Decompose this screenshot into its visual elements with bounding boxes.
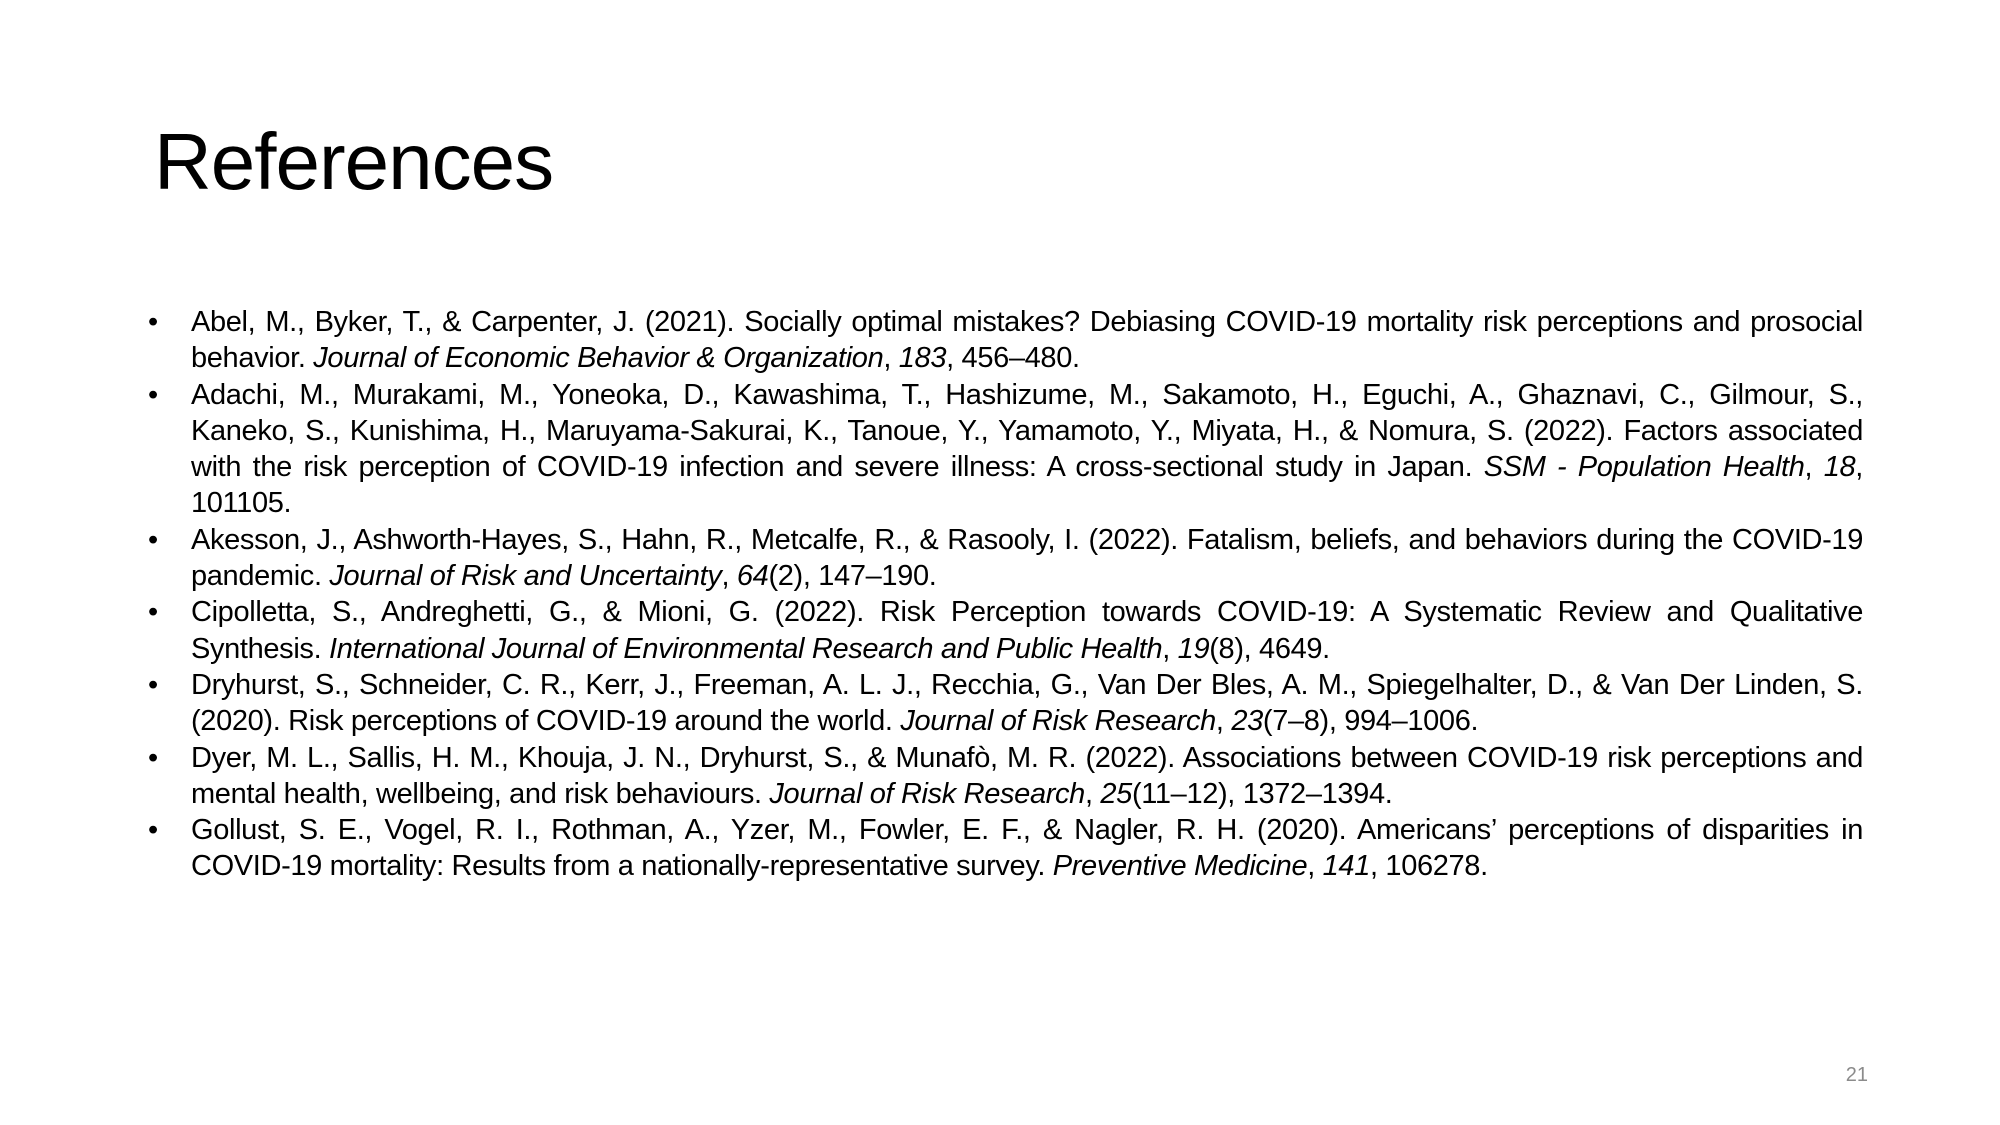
reference-authors-title: Dryhurst, S., Schneider, C. R., Kerr, J., Freeman, A. L. J., Recchia, G., Van Der Bles, A. M., Spiegelhalter, D., & Van Der Linden, S. (2020). Risk perceptions of COVID-19 around the world. xyxy=(191,668,1863,738)
reference-journal: Journal of Risk and Uncertainty xyxy=(329,560,722,593)
reference-issue-pages: (7–8), 994–1006. xyxy=(1262,705,1479,738)
slide-title: References xyxy=(154,117,554,206)
reference-text xyxy=(191,379,1863,520)
reference-item xyxy=(148,812,1863,885)
reference-item xyxy=(148,740,1863,813)
bullet-icon: • xyxy=(148,523,158,556)
bullet-icon: • xyxy=(148,378,158,411)
reference-authors-title: Dyer, M. L., Sallis, H. M., Khouja, J. N., Dryhurst, S., & Munafò, M. R. (2022). Associations between COVID-19 risk perceptions and mental health, wellbeing, and risk behaviours. xyxy=(191,741,1863,810)
reference-separator: , xyxy=(1162,632,1178,665)
reference-volume: 19 xyxy=(1177,632,1210,665)
reference-authors-title: Gollust, S. E., Vogel, R. I., Rothman, A., Yzer, M., Fowler, E. F., & Nagler, R. H. (2020). Americans’ perceptions of disparities in COVID-19 mortality: Results from a nationally-representative survey. xyxy=(191,814,1863,883)
reference-volume: 25 xyxy=(1100,777,1132,810)
reference-journal: SSM - Population Health xyxy=(1483,451,1805,484)
reference-volume: 23 xyxy=(1231,705,1263,738)
reference-separator: , xyxy=(883,342,899,375)
page-number: 21 xyxy=(1845,1064,1868,1086)
reference-journal: Journal of Risk Research xyxy=(769,777,1085,810)
reference-separator: , xyxy=(1215,705,1232,738)
reference-issue-pages: , 101105. xyxy=(191,451,1863,520)
reference-journal: Journal of Risk Research xyxy=(900,705,1216,738)
reference-volume: 18 xyxy=(1823,451,1856,484)
bullet-icon: • xyxy=(148,741,158,774)
reference-text xyxy=(191,306,1863,374)
reference-separator: , xyxy=(1084,777,1101,810)
reference-list xyxy=(148,304,1863,885)
reference-issue-pages: (8), 4649. xyxy=(1209,632,1330,665)
reference-item xyxy=(148,594,1863,667)
reference-volume: 183 xyxy=(898,342,947,375)
reference-issue-pages: , 106278. xyxy=(1370,850,1488,883)
reference-journal: International Journal of Environmental Research and Public Health xyxy=(329,632,1163,665)
bullet-icon: • xyxy=(148,814,158,847)
reference-authors-title: Akesson, J., Ashworth-Hayes, S., Hahn, R., Metcalfe, R., & Rasooly, I. (2022). Fatalism, beliefs, and behaviors during the COVID-19 pandemic. xyxy=(191,523,1863,593)
reference-journal: Journal of Economic Behavior & Organization xyxy=(313,342,884,375)
reference-text xyxy=(191,524,1863,592)
bullet-icon: • xyxy=(148,668,158,701)
reference-issue-pages: (11–12), 1372–1394. xyxy=(1131,777,1393,810)
reference-issue-pages: , 456–480. xyxy=(946,342,1080,375)
reference-text xyxy=(191,596,1863,664)
reference-authors-title: Cipolletta, S., Andreghetti, G., & Mioni, G. (2022). Risk Perception towards COVID-19: A Systematic Review and Qualitative Synthesis. xyxy=(191,596,1863,665)
reference-separator: , xyxy=(1307,850,1323,883)
reference-text xyxy=(191,814,1863,882)
reference-item xyxy=(148,304,1863,377)
bullet-icon: • xyxy=(148,596,158,629)
reference-item xyxy=(148,667,1863,740)
reference-text xyxy=(191,669,1863,737)
reference-text xyxy=(191,742,1863,810)
reference-authors-title: Abel, M., Byker, T., & Carpenter, J. (2021). Socially optimal mistakes? Debiasing COVID-19 mortality risk perceptions and prosocial behavior. xyxy=(191,306,1863,375)
reference-item xyxy=(148,377,1863,522)
reference-volume: 64 xyxy=(736,560,769,593)
bullet-icon: • xyxy=(148,306,158,338)
reference-item xyxy=(148,522,1863,595)
reference-separator: , xyxy=(1804,451,1824,484)
reference-volume: 141 xyxy=(1322,850,1370,883)
reference-issue-pages: (2), 147–190. xyxy=(768,560,937,593)
reference-authors-title: Adachi, M., Murakami, M., Yoneoka, D., Kawashima, T., Hashizume, M., Sakamoto, H., Eguchi, A., Ghaznavi, C., Gilmour, S., Kaneko, S., Kunishima, H., Maruyama-Sakurai, K., Tanoue, Y., Yamamoto, Y., Miyata, H., & Nomura, S. (2022). Factors associated with the risk perception of COVID-19 infection and severe illness: A cross-sectional study in Japan. xyxy=(191,378,1863,484)
reference-separator: , xyxy=(721,560,737,593)
reference-journal: Preventive Medicine xyxy=(1052,850,1308,883)
